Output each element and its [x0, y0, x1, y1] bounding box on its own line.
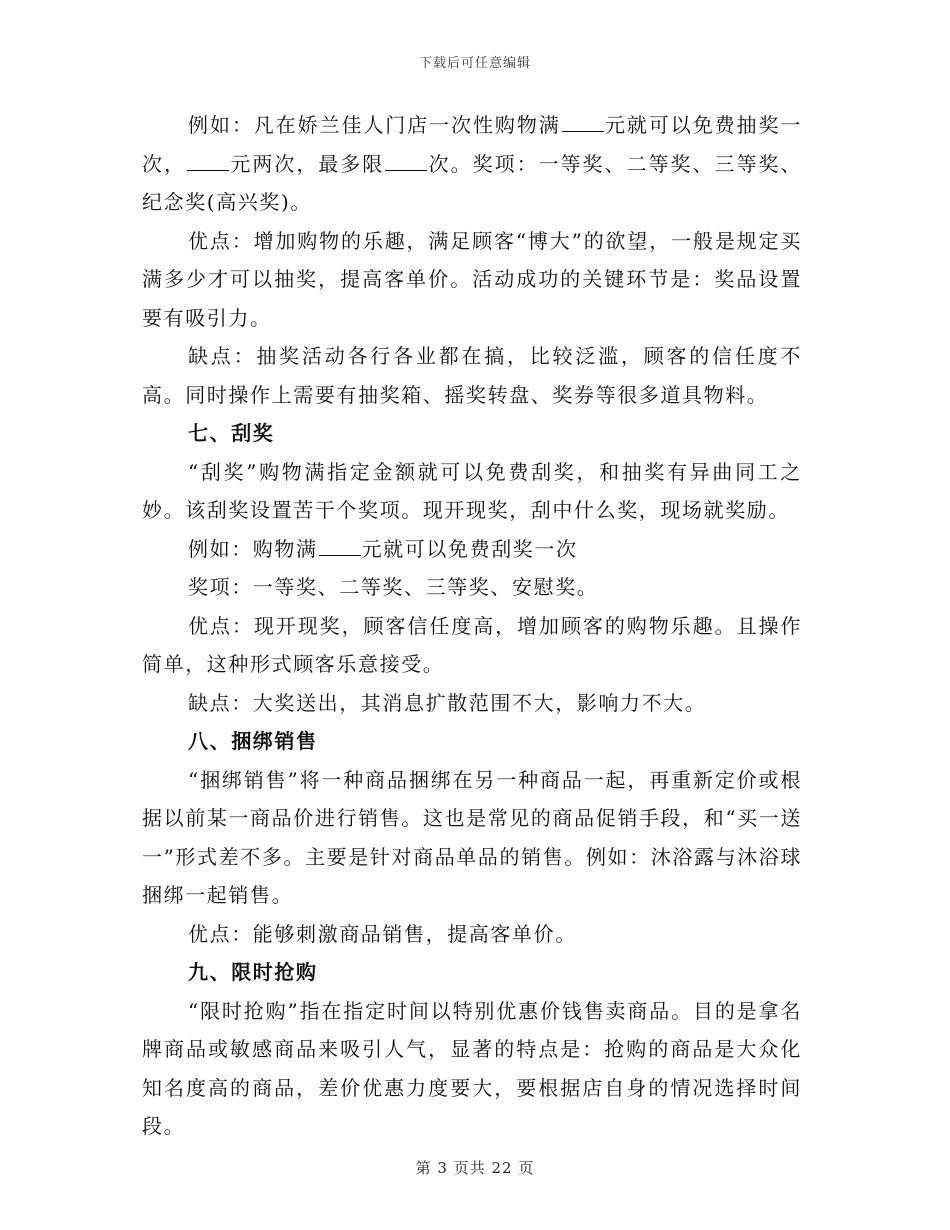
paragraph	[142, 222, 802, 338]
fill-in-blank	[562, 113, 604, 132]
paragraph-text: 元就可以免费抽奖一次，	[142, 113, 802, 176]
paragraph-text: “限时抢购”指在指定时间以特别优惠价钱售卖商品。目的是拿名牌商品或敏感商品来吸引人气，显著的特点是：抢购的商品是大众化知名度高的商品，差价优惠力度要大，要根据店自身的情况选择时间段。	[142, 998, 802, 1138]
paragraph-text: “刮奖”购物满指定金额就可以免费刮奖，和抽奖有异曲同工之妙。该刮奖设置苦干个奖项。现开现奖，刮中什么奖，现场就奖励。	[142, 459, 802, 522]
paragraph-text: 例如：凡在娇兰佳人门店一次性购物满	[188, 113, 561, 137]
paragraph-text: 优点：增加购物的乐趣，满足顾客“博大”的欲望，一般是规定买满多少才可以抽奖，提高客单价。活动成功的关键环节是：奖品设置要有吸引力。	[142, 228, 802, 330]
page-header: 下载后可任意编辑	[418, 56, 531, 71]
paragraph	[142, 607, 802, 684]
paragraph	[142, 530, 802, 569]
paragraph-text: 缺点：大奖送出，其消息扩散范围不大，影响力不大。	[188, 690, 707, 715]
paragraph-text: 元两次，最多限	[229, 151, 385, 176]
paragraph	[142, 568, 802, 607]
section-heading: 八、捆绑销售	[188, 729, 318, 753]
paragraph	[142, 992, 802, 1146]
page-footer: 第 3 页共 22 页	[415, 1159, 535, 1177]
paragraph-text: 优点：能够刺激商品销售，提高客单价。	[188, 921, 577, 946]
fill-in-blank	[385, 152, 427, 171]
paragraph-text: 次。奖项：一等奖、二等奖、三等奖、纪念奖(高兴奖)。	[142, 151, 803, 214]
fill-in-blank	[187, 152, 229, 171]
paragraph	[142, 106, 802, 222]
page-content	[142, 106, 802, 1146]
paragraph	[142, 337, 802, 414]
paragraph-text: 元就可以免费刮奖一次	[361, 536, 578, 561]
paragraph	[142, 453, 802, 530]
section-heading: 七、刮奖	[188, 421, 275, 445]
paragraph-text: 例如：购物满	[188, 536, 318, 561]
fill-in-blank	[319, 537, 361, 556]
paragraph	[142, 684, 802, 723]
paragraph	[142, 915, 802, 954]
paragraph-text: 缺点：抽奖活动各行各业都在搞，比较泛滥，顾客的信任度不高。同时操作上需要有抽奖箱、摇奖转盘、奖券等很多道具物料。	[142, 344, 802, 407]
paragraph-text: “捆绑销售”将一种商品捆绑在另一种商品一起，再重新定价或根据以前某一商品价进行销售。这也是常见的商品促销手段，和“买一送一”形式差不多。主要是针对商品单品的销售。例如：沐浴露与沐浴球捆绑一起销售。	[142, 767, 802, 907]
section-heading: 九、限时抢购	[188, 960, 318, 984]
paragraph-text: 优点：现开现奖，顾客信任度高，增加顾客的购物乐趣。且操作简单，这种形式顾客乐意接受。	[142, 613, 802, 676]
paragraph-text: 奖项：一等奖、二等奖、三等奖、安慰奖。	[188, 575, 599, 599]
paragraph	[142, 761, 802, 915]
